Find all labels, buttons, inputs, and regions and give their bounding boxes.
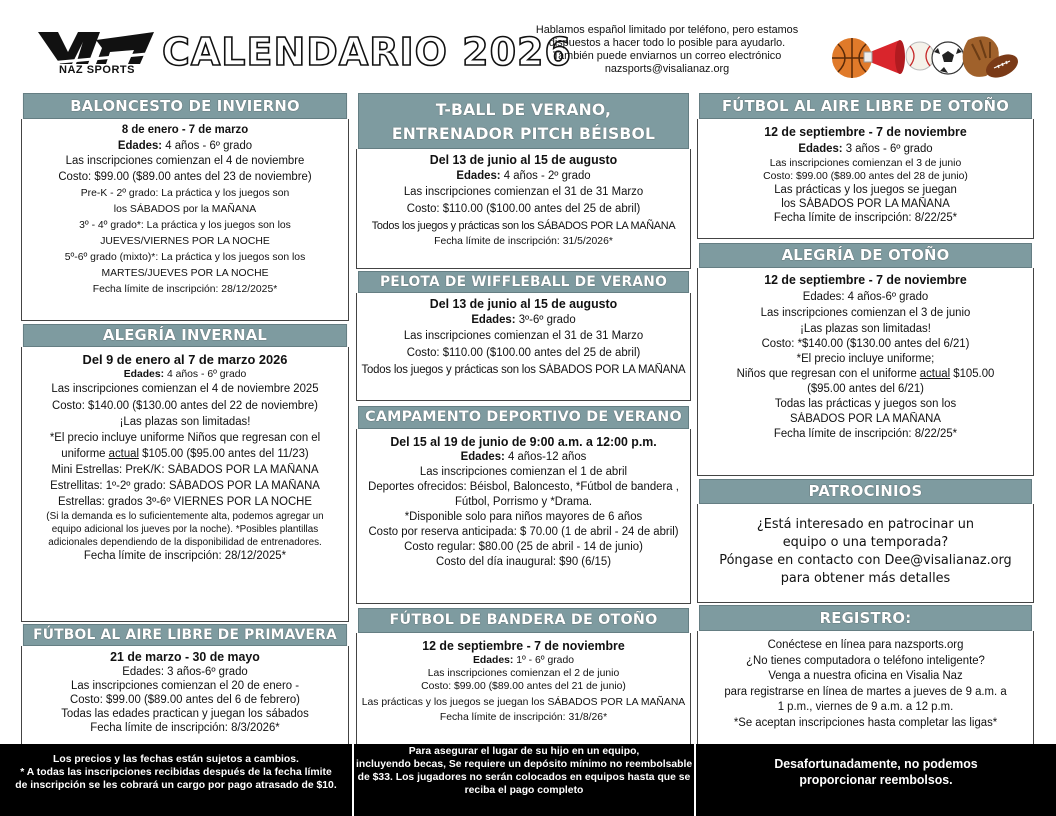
cost: Costo: $99.00 ($89.00 antes del 23 de noviembre) <box>58 171 312 183</box>
ages: Edades: 4 años-12 años <box>460 451 587 463</box>
season-dates: Del 9 de enero al 7 de marzo 2026 <box>82 352 288 367</box>
footer-line: incluyendo becas, Se requiere un depósito mínimo no reembolsable <box>356 758 693 770</box>
schedule-line: MARTES/JUEVES POR LA NOCHE <box>101 267 269 279</box>
sponsor-line: para obtener más detalles <box>780 571 951 586</box>
returning-price: ($95.00 antes del 6/21) <box>807 383 924 395</box>
footer-left <box>0 744 352 816</box>
registration-line: 1 p.m., viernes de 9 a.m. a 12 p.m. <box>777 701 954 713</box>
footer-middle <box>354 744 694 816</box>
season-dates: 8 de enero - 7 de marzo <box>121 124 249 136</box>
season-dates: 12 de septiembre - 7 de noviembre <box>764 273 967 287</box>
cost: Costo: *$140.00 ($130.00 antes del 6/21) <box>761 338 970 350</box>
section-title: FÚTBOL DE BANDERA DE OTOÑO <box>358 608 689 633</box>
soccer-ball-icon <box>932 42 964 74</box>
ages: Edades: 1º - 6º grado <box>472 654 574 666</box>
section-title: BALONCESTO DE INVIERNO <box>23 93 347 119</box>
extra-team-note: (Si la demanda es lo suficientemente alta, podemos agregar un <box>46 511 324 522</box>
schedule-line: 3º - 4º grado*: La práctica y los juegos son los <box>79 219 291 231</box>
registration-start: Las inscripciones comienzan el 1 de abril <box>419 466 628 478</box>
season-dates: 12 de septiembre - 7 de noviembre <box>422 639 625 653</box>
section-title: ALEGRÍA INVERNAL <box>23 324 347 347</box>
footer-line: Desafortunadamente, no podemos <box>774 757 978 771</box>
section-winter-cheer <box>21 324 349 622</box>
section-title: FÚTBOL AL AIRE LIBRE DE OTOÑO <box>699 93 1032 119</box>
schedule-line: los SÁBADOS POR LA MAÑANA <box>781 198 950 210</box>
season-dates: 12 de septiembre - 7 de noviembre <box>764 125 967 139</box>
cost: Costo: $110.00 ($100.00 antes del 25 de abril) <box>406 347 641 359</box>
ages: Edades: 4 años - 2º grado <box>456 170 591 182</box>
registration-start: Las inscripciones comienzan el 4 de noviembre 2025 <box>51 383 319 395</box>
sponsor-line: equipo o una temporada? <box>782 535 949 550</box>
footer-line: * A todas las inscripciones recibidas después de la fecha límite <box>20 766 332 778</box>
footer-right <box>696 744 1056 816</box>
ages: Edades: 4 años - 6º grado <box>117 140 253 152</box>
saturdays-note: Todos los juegos y prácticas son los SÁBADOS POR LA MAÑANA <box>361 364 686 376</box>
schedule-line: los SÁBADOS por la MAÑANA <box>113 203 257 215</box>
deadline: Fecha límite de inscripción: 8/22/25* <box>773 428 958 440</box>
registration-start: Las inscripciones comienzan el 2 de junio <box>427 667 620 679</box>
registration-start: Las inscripciones comienzan el 3 de junio <box>769 157 962 169</box>
deadline: Fecha límite de inscripción: 31/5/2026* <box>434 235 613 247</box>
season-dates: Del 15 al 19 de junio de 9:00 a.m. a 12:00 p.m. <box>390 435 657 449</box>
registration-start: Las inscripciones comienzan el 4 de noviembre <box>65 155 305 167</box>
section-title: T-BALL DE VERANO, ENTRENADOR PITCH BÉISBOL <box>358 93 689 149</box>
schedule-line: Todas las prácticas y juegos son los <box>774 398 957 410</box>
uniform-note: *El precio incluye uniforme Niños que regresan con el <box>49 432 321 444</box>
section-sponsors <box>697 479 1034 603</box>
footer-line: de inscripción se les cobrará un cargo por pago atrasado de $10. <box>15 779 337 791</box>
info-line: Todas las edades practican y juegan los sábados <box>61 708 309 720</box>
regular-cost: Costo regular: $80.00 (25 de abril - 14 de junio) <box>404 541 643 553</box>
section-title: REGISTRO: <box>699 605 1032 631</box>
deadline: Fecha límite de inscripción: 8/3/2026* <box>90 722 280 734</box>
mini-estrellas: Mini Estrellas: PreK/K: SÁBADOS POR LA MAÑANA <box>51 464 319 476</box>
saturdays-note: Las prácticas y los juegos se juegan los SÁBADOS POR LA MAÑANA <box>361 696 686 708</box>
naz-logo-mark-icon <box>36 32 154 64</box>
note-line: Hablamos español limitado por teléfono, pero estamos <box>535 24 799 36</box>
ages: Edades: 3 años - 6º grado <box>798 143 933 155</box>
info-line: Edades: 3 años-6º grado <box>122 666 248 678</box>
registration-start: Las inscripciones comienzan el 31 de 31 Marzo <box>403 186 644 198</box>
schedule-line: Las prácticas y los juegos se juegan <box>774 184 957 196</box>
deadline: Fecha límite de inscripción: 28/12/2025* <box>83 550 287 562</box>
megaphone-icon <box>864 40 905 74</box>
registration-line: para registrarse en línea de martes a jueves de 9 a.m. a <box>724 685 1007 698</box>
section-title: CAMPAMENTO DEPORTIVO DE VERANO <box>358 406 689 429</box>
section-wiffleball <box>356 271 691 401</box>
deadline: Fecha límite de inscripción: 31/8/26* <box>439 711 608 723</box>
section-title: FÚTBOL AL AIRE LIBRE DE PRIMAVERA <box>23 624 347 646</box>
season-dates: 21 de marzo - 30 de mayo <box>110 650 260 664</box>
uniform-note: *El precio incluye uniforme; <box>796 353 935 365</box>
footer-line: Para asegurar el lugar de su hijo en un equipo, <box>408 745 640 757</box>
section-fall-soccer <box>697 93 1034 239</box>
info-line: Las inscripciones comienzan el 20 de enero - <box>70 680 300 692</box>
returning-price: Niños que regresan con el uniforme actual $105.00 <box>736 368 995 380</box>
estrellas: Estrellas: grados 3º-6º VIERNES POR LA NOCHE <box>58 496 312 508</box>
schedule-line: Pre-K - 2º grado: La práctica y los juegos son <box>80 187 290 199</box>
estrellitas: Estrellitas: 1º-2º grado: SÁBADOS POR LA MAÑANA <box>50 480 320 492</box>
footer-line: Los precios y las fechas están sujetos a cambios. <box>53 753 299 765</box>
age-note: *Disponible solo para niños mayores de 6 años <box>404 511 643 523</box>
extra-team-note: adicionales dependiendo de la disponibilidad de entrenadores. <box>48 537 322 548</box>
saturdays-note: Todos los juegos y prácticas son los SÁBADOS POR LA MAÑANA <box>371 220 676 232</box>
section-spring-soccer <box>21 624 349 745</box>
schedule-line: SÁBADOS POR LA MAÑANA <box>790 413 941 425</box>
sports-offered: Fútbol, Porrismo y *Drama. <box>454 496 593 508</box>
ages: Edades: 3º-6º grado <box>471 314 576 326</box>
section-tball <box>356 93 691 269</box>
baseball-icon <box>906 42 934 70</box>
uniform-note: uniforme actual $105.00 ($95.00 antes del 11/23) <box>61 448 309 460</box>
cost: Costo: $140.00 ($130.00 antes del 22 de noviembre) <box>52 400 318 412</box>
naz-sports-logo <box>36 32 154 78</box>
brand-name: NAZ SPORTS <box>59 64 135 76</box>
opening-day-cost: Costo del día inaugural: $90 (6/15) <box>436 556 611 568</box>
schedule-line: 5º-6º grado (mixto)*: La práctica y los juegos son los <box>64 251 306 263</box>
sponsor-line: ¿Está interesado en patrocinar un <box>756 517 975 532</box>
cost: Costo: $99.00 ($89.00 antes del 28 de junio) <box>763 170 968 182</box>
sponsor-contact[interactable]: Póngase en contacto con Dee@visalianaz.org <box>719 553 1012 568</box>
footer-line: de $33. Los jugadores no serán colocados en equipos hasta que se <box>357 771 691 783</box>
section-title: PELOTA DE WIFFLEBALL DE VERANO <box>358 271 689 293</box>
schedule-line: JUEVES/VIERNES POR LA NOCHE <box>100 235 270 247</box>
ages: Edades: 4 años - 6º grado <box>123 368 247 380</box>
limited-spots: ¡Las plazas son limitadas! <box>800 323 931 335</box>
registration-line: *Se aceptan inscripciones hasta completar las ligas* <box>733 716 998 729</box>
section-title: ALEGRÍA DE OTOÑO <box>699 243 1032 268</box>
note-line: dispuestos a hacer todo lo posible para ayudarlo. <box>548 37 786 49</box>
section-registration <box>697 605 1034 745</box>
early-cost: Costo por reserva anticipada: $ 70.00 (1 de abril - 24 de abril) <box>368 526 679 538</box>
section-sports-camp <box>356 406 691 604</box>
note-email: nazsports@visalianaz.org <box>604 63 730 75</box>
section-title: PATROCINIOS <box>699 479 1032 504</box>
ages: Edades: 4 años-6º grado <box>802 291 929 303</box>
section-fall-cheer <box>697 243 1034 476</box>
section-winter-basketball <box>21 93 349 321</box>
registration-online[interactable]: Conéctese en línea para nazsports.org <box>767 639 964 651</box>
deadline: Fecha límite de inscripción: 8/22/25* <box>773 212 958 224</box>
cost: Costo: $110.00 ($100.00 antes del 25 de abril) <box>406 203 641 215</box>
registration-line: ¿No tienes computadora o teléfono inteligente? <box>746 654 985 667</box>
season-dates: Del 13 de junio al 15 de augusto <box>429 153 618 167</box>
registration-start: Las inscripciones comienzan el 31 de 31 Marzo <box>403 330 644 342</box>
language-note <box>522 24 812 76</box>
extra-team-note: equipo adicional los jueves por la noche). *Posibles plantillas <box>51 524 319 535</box>
registration-line: Venga a nuestra oficina en Visalia Naz <box>768 670 963 682</box>
sports-balls-image <box>830 30 1020 84</box>
limited-spots: ¡Las plazas son limitadas! <box>119 416 251 428</box>
cost: Costo: $99.00 ($89.00 antes del 21 de junio) <box>421 680 626 692</box>
season-dates: Del 13 de junio al 15 de augusto <box>429 297 618 311</box>
info-line: Costo: $99.00 ($89.00 antes del 6 de febrero) <box>70 694 300 706</box>
footer-line: proporcionar reembolsos. <box>799 773 953 787</box>
sports-offered: Deportes ofrecidos: Béisbol, Baloncesto, *Fútbol de bandera , <box>368 481 679 493</box>
deadline: Fecha límite de inscripción: 28/12/2025* <box>92 283 278 295</box>
section-flag-football <box>356 608 691 745</box>
note-line: También puede enviarnos un correo electrónico <box>552 50 782 62</box>
registration-start: Las inscripciones comienzan el 3 de junio <box>760 307 971 319</box>
footer-line: reciba el pago completo <box>464 784 584 796</box>
page-title: CALENDARIO 2026 <box>162 30 572 74</box>
